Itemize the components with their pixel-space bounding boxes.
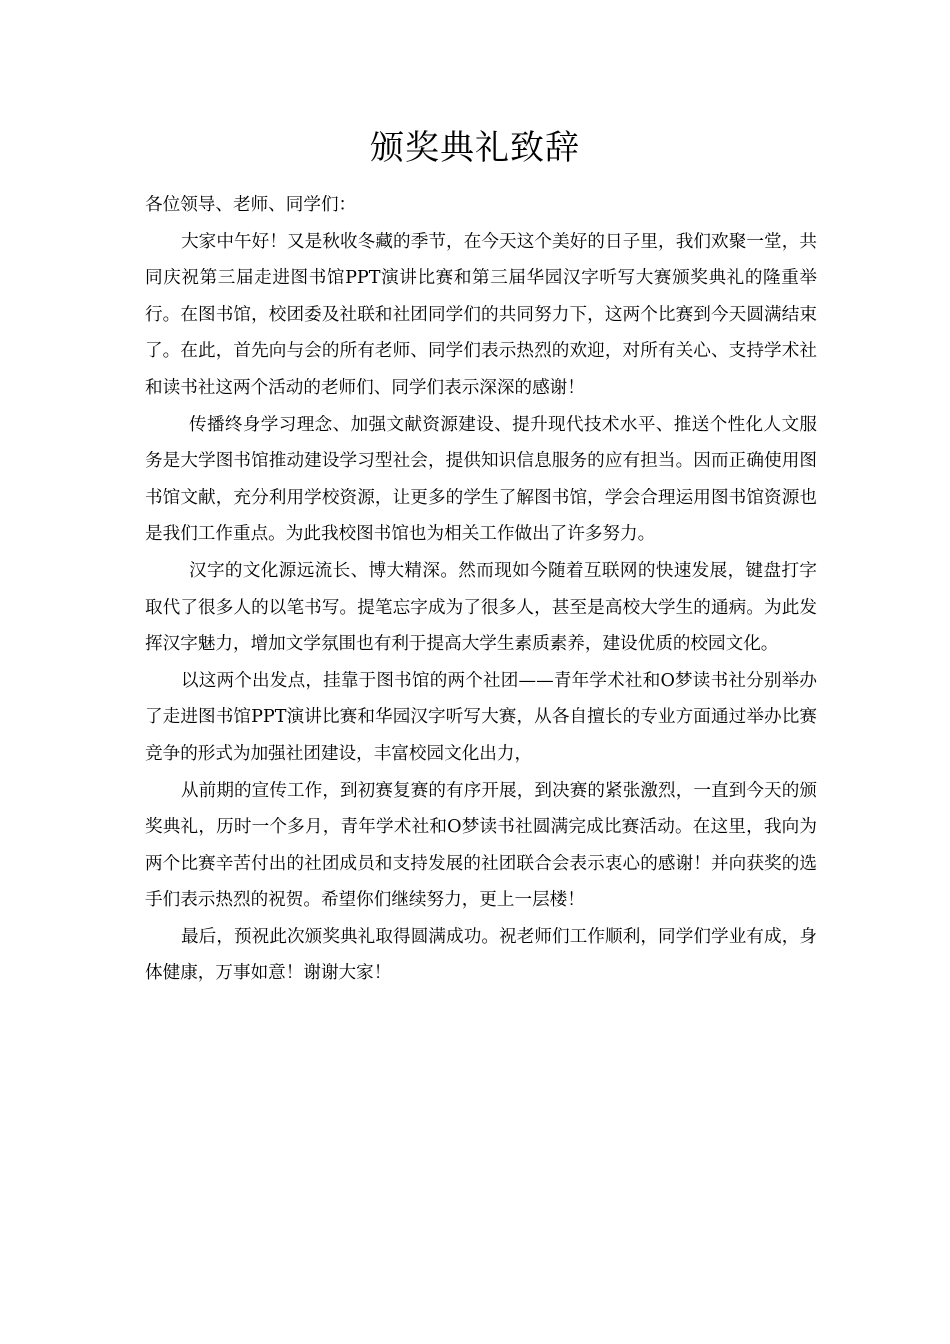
paragraph-library-mission: 传播终身学习理念、加强文献资源建设、提升现代技术水平、推送个性化人文服务是大学图书馆推动建设学习型社会，提供知识信息服务的应有担当。因而正确使用图书馆文献，充分利用学校资源，让更多的学生了解图书馆，学会合理运用图书馆资源也是我们工作重点。为此我校图书馆也为相关工作做出了许多努力。 bbox=[145, 414, 817, 545]
document-body bbox=[145, 187, 817, 992]
paragraph-chinese-characters: 汉字的文化源远流长、博大精深。然而现如今随着互联网的快速发展，键盘打字取代了很多人的以笔书写。提笔忘字成为了很多人，甚至是高校大学生的通病。为此发挥汉字魅力，增加文学氛围也有利于提高大学生素质素养，建设优质的校园文化。 bbox=[145, 560, 817, 655]
paragraph-closing: 最后，预祝此次颁奖典礼取得圆满成功。祝老师们工作顺利，同学们学业有成，身体健康，万事如意！谢谢大家！ bbox=[145, 926, 817, 984]
document-title: 颁奖典礼致辞 bbox=[370, 128, 580, 168]
salutation: 各位领导、老师、同学们： bbox=[145, 195, 357, 215]
paragraph-clubs: 以这两个出发点，挂靠于图书馆的两个社团——青年学术社和O梦读书社分别举办了走进图书馆PPT演讲比赛和华园汉字听写大赛，从各自擅长的专业方面通过举办比赛竞争的形式为加强社团建设，丰富校园文化出力， bbox=[145, 670, 817, 764]
paragraph-thanks: 从前期的宣传工作，到初赛复赛的有序开展，到决赛的紧张激烈，一直到今天的颁奖典礼，历时一个多月，青年学术社和O梦读书社圆满完成比赛活动。在这里，我向为两个比赛辛苦付出的社团成员和支持发展的社团联合会表示衷心的感谢！并向获奖的选手们表示热烈的祝贺。希望你们继续努力，更上一层楼！ bbox=[145, 780, 817, 911]
paragraph-greeting: 大家中午好！又是秋收冬藏的季节，在今天这个美好的日子里，我们欢聚一堂，共同庆祝第三届走进图书馆PPT演讲比赛和第三届华园汉字听写大赛颁奖典礼的隆重举行。在图书馆，校团委及社联和社团同学们的共同努力下，这两个比赛到今天圆满结束了。在此，首先向与会的所有老师、同学们表示热烈的欢迎，对所有关心、支持学术社和读书社这两个活动的老师们、同学们表示深深的感谢！ bbox=[145, 231, 817, 398]
